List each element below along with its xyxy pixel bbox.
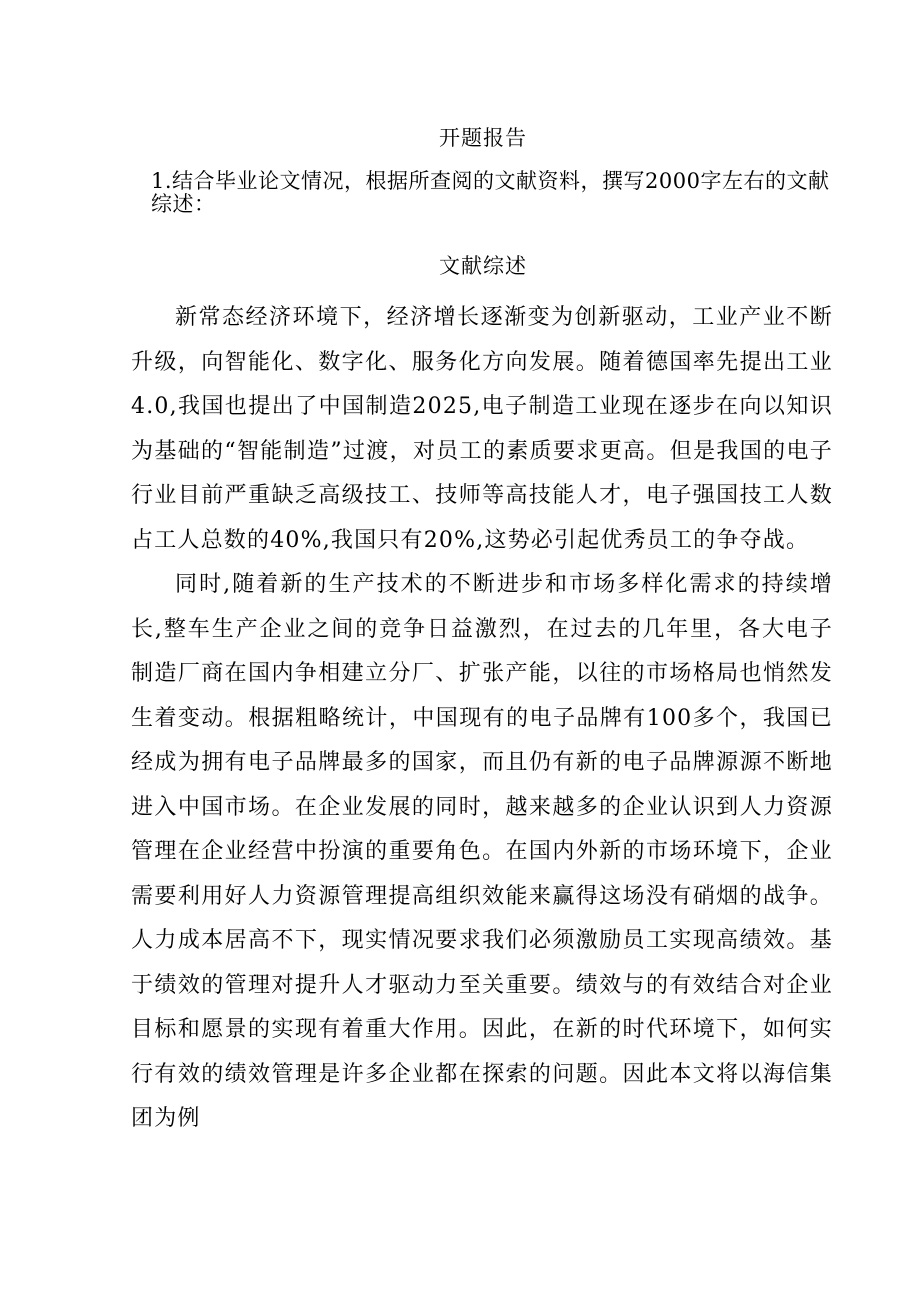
paragraph: 同时,随着新的生产技术的不断进步和市场多样化需求的持续增长,整车生产企业之间的竞争日益激烈，在过去的几年里，各大电子制造厂商在国内争相建立分厂、扩张产能，以往的市场格局也悄然发生着变动。根据粗略统计，中国现有的电子品牌有100多个，我国已经成为拥有电子品牌最多的国家，而且仍有新的电子品牌源源不断地进入中国市场。在企业发展的同时，越来越多的企业认识到人力资源管理在企业经营中扮演的重要角色。在国内外新的市场环境下，企业需要利用好人力资源管理提高组织效能来赢得这场没有硝烟的战争。人力成本居高不下，现实情况要求我们必须激励员工实现高绩效。基于绩效的管理对提升人才驱动力至关重要。绩效与的有效结合对企业目标和愿景的实现有着重大作用。因此，在新的时代环境下，如何实行有效的绩效管理是许多企业都在探索的问题。因此本文将以海信集团为例 (131, 572, 833, 1131)
paragraph: 新常态经济环境下，经济增长逐渐变为创新驱动，工业产业不断升级，向智能化、数字化、服务化方向发展。随着德国率先提出工业4.0,我国也提出了中国制造2025,电子制造工业现在逐步在向以知识为基础的“智能制造”过渡，对员工的素质要求更高。但是我国的电子行业目前严重缺乏高级技工、技师等高技能人才，电子强国技工人数占工人总数的40%,我国只有20%,这势必引起优秀员工的争夺战。 (131, 305, 833, 553)
literature-review-body (131, 296, 833, 1142)
assignment-prompt: 1.结合毕业论文情况，根据所查阅的文献资料，撰写2000字左右的文献综述： (151, 169, 830, 216)
report-title: 开题报告 (439, 126, 527, 150)
section-title: 文献综述 (439, 254, 527, 278)
